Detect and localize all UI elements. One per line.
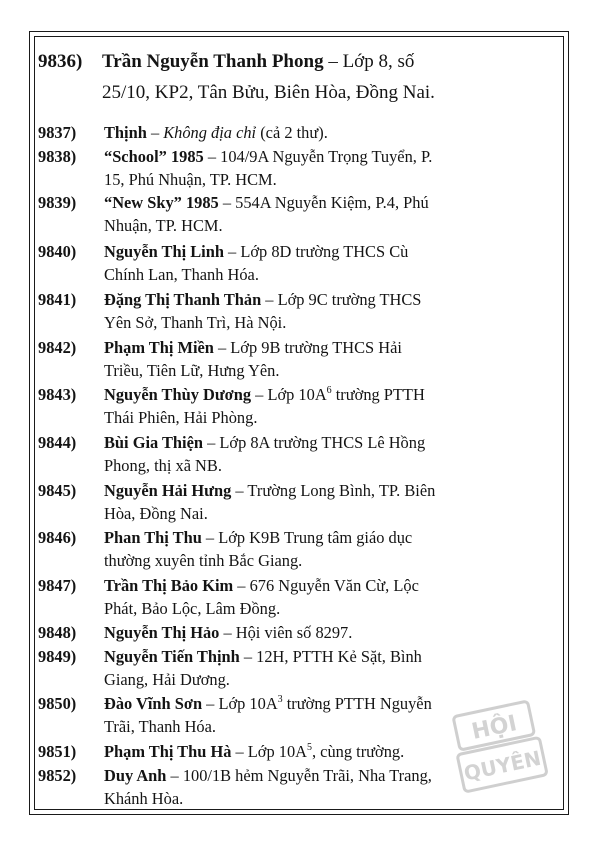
entry-number: 9840) [38, 242, 77, 261]
entry-address: – Lớp 10A [231, 742, 307, 761]
entry-dash: – [146, 123, 164, 142]
class-superscript: 3 [277, 694, 283, 705]
entry-address-cont: Thái Phiên, Hải Phòng. [104, 408, 258, 427]
entry-number: 9851) [38, 742, 77, 761]
entry-9841 [38, 288, 552, 334]
entry-address-cont: Giang, Hải Dương. [104, 670, 230, 689]
entry-name: “School” 1985 [104, 147, 204, 166]
entry-9844 [38, 431, 552, 477]
entry-9849 [38, 645, 552, 691]
entry-name: Đào Vĩnh Sơn [104, 694, 203, 713]
entry-name: Đặng Thị Thanh Thản [104, 290, 262, 309]
entry-address-cont: Triều, Tiên Lữ, Hưng Yên. [104, 361, 280, 380]
entry-number: 9846) [38, 528, 77, 547]
entry-9845 [38, 479, 552, 525]
entry-address-cont: 15, Phú Nhuận, TP. HCM. [104, 170, 277, 189]
entry-name: Nguyễn Thị Linh [104, 242, 224, 261]
class-superscript: 5 [306, 742, 312, 753]
entry-9838 [38, 145, 552, 191]
entry-address: – 676 Nguyễn Văn Cừ, Lộc [233, 576, 419, 595]
entry-address-cont: thường xuyên tỉnh Bắc Giang. [104, 551, 303, 570]
entry-address-cont: 25/10, KP2, Tân Bửu, Biên Hòa, Đồng Nai. [102, 82, 435, 103]
entry-note-extra: (cả 2 thư). [256, 123, 328, 142]
entry-name: Bùi Gia Thiện [104, 433, 203, 452]
entry-name: “New Sky” 1985 [104, 193, 219, 212]
entry-name: Nguyễn Thị Hảo [104, 623, 220, 642]
entry-name: Phạm Thị Miền [104, 338, 214, 357]
entry-address: – 12H, PTTH Kẻ Sặt, Bình [239, 647, 422, 666]
entry-note: Không địa chỉ [163, 123, 257, 142]
entry-address-cont: Trãi, Thanh Hóa. [104, 717, 216, 736]
entry-9836 [38, 46, 552, 108]
entry-name: Trần Nguyễn Thanh Phong [102, 51, 324, 72]
entry-name: Duy Anh [104, 766, 167, 785]
entry-number: 9847) [38, 576, 77, 595]
entry-address: – Lớp 8D trường THCS Cù [223, 242, 409, 261]
entry-number: 9845) [38, 481, 77, 500]
entry-number: 9838) [38, 147, 77, 166]
entry-number: 9852) [38, 766, 77, 785]
entry-address-cont: Phong, thị xã NB. [104, 456, 222, 475]
entry-9847 [38, 574, 552, 620]
entry-name: Thịnh [104, 123, 147, 142]
entry-address-cont: Nhuận, TP. HCM. [104, 216, 223, 235]
entry-name: Nguyễn Hải Hưng [104, 481, 232, 500]
entry-9843 [38, 383, 552, 429]
entry-address-rest: , cùng trường. [311, 742, 405, 761]
watermark-text-bottom: QUYÊN [461, 745, 544, 786]
entry-name: Phan Thị Thu [104, 528, 202, 547]
entry-number: 9839) [38, 193, 77, 212]
entry-number: 9844) [38, 433, 77, 452]
entry-address: – 104/9A Nguyễn Trọng Tuyển, P. [203, 147, 433, 166]
entry-address: – Trường Long Bình, TP. Biên [231, 481, 436, 500]
entry-number: 9848) [38, 623, 77, 642]
entry-address-rest: trường PTTH [331, 385, 425, 404]
entry-address-cont: Chính Lan, Thanh Hóa. [104, 265, 259, 284]
entry-address: – Lớp 10A [251, 385, 327, 404]
entry-name: Phạm Thị Thu Hà [104, 742, 232, 761]
entry-9839 [38, 191, 552, 237]
class-superscript: 6 [326, 385, 332, 396]
entry-9848 [38, 621, 552, 644]
entry-number: 9842) [38, 338, 77, 357]
entry-address: – Lớp 8A trường THCS Lê Hồng [203, 433, 426, 452]
entry-number: 9836) [38, 51, 83, 72]
entry-9840 [38, 240, 552, 286]
entry-address: – 100/1B hẻm Nguyễn Trãi, Nha Trang, [166, 766, 432, 785]
entry-address-cont: Phát, Bảo Lộc, Lâm Đồng. [104, 599, 281, 618]
watermark-logo [449, 690, 549, 810]
entry-address-rest: trường PTTH Nguyễn [282, 694, 432, 713]
entry-address: – Lớp 9B trường THCS Hải [213, 338, 402, 357]
entry-address: – 554A Nguyễn Kiệm, P.4, Phú [218, 193, 429, 212]
entry-number: 9841) [38, 290, 77, 309]
entry-address: – Hội viên số 8297. [219, 623, 353, 642]
entry-number: 9849) [38, 647, 77, 666]
entry-9842 [38, 336, 552, 382]
entry-number: 9837) [38, 123, 77, 142]
entry-address: – Lớp 10A [202, 694, 278, 713]
entry-address: – Lớp K9B Trung tâm giáo dục [201, 528, 413, 547]
entry-address-cont: Khánh Hòa. [104, 789, 184, 808]
entry-9837 [38, 121, 552, 144]
entry-address: – Lớp 8, số [323, 51, 415, 72]
entry-number: 9843) [38, 385, 77, 404]
entry-number: 9850) [38, 694, 77, 713]
entry-name: Nguyễn Tiến Thịnh [104, 647, 240, 666]
entry-name: Trần Thị Bảo Kim [104, 576, 234, 595]
entry-address-cont: Yên Sở, Thanh Trì, Hà Nội. [104, 313, 287, 332]
entry-address: – Lớp 9C trường THCS [261, 290, 422, 309]
entry-address-cont: Hòa, Đồng Nai. [104, 504, 208, 523]
entry-9846 [38, 526, 552, 572]
entry-name: Nguyễn Thùy Dương [104, 385, 252, 404]
watermark-text-top: HỘI [469, 711, 520, 745]
